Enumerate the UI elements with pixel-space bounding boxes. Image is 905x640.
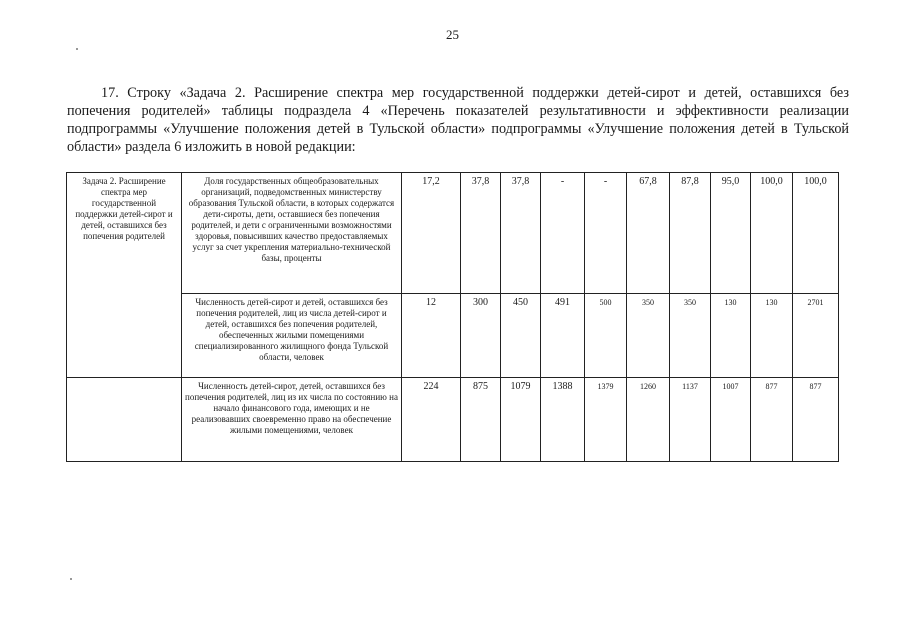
value-cell: 1007 <box>711 378 751 462</box>
value-cell: 1079 <box>501 378 541 462</box>
value-cell: 877 <box>793 378 839 462</box>
value-cell: - <box>585 173 627 294</box>
value-cell: 875 <box>461 378 501 462</box>
table-row <box>67 294 839 378</box>
value-cell: 67,8 <box>627 173 670 294</box>
value-cell: 2701 <box>793 294 839 378</box>
value-cell: 100,0 <box>751 173 793 294</box>
value-cell: 17,2 <box>402 173 461 294</box>
indicator-cell: Доля государственных общеобразовательных организаций, подведомственных министерству образования Тульской области, в которых содержатся дети-сироты, дети, оставшиеся без попечения родителей, и дети с ограниченными возможностями здоровья, повысивших качество предоставляемых услуг за счет укрепления материально-технической базы, проценты <box>182 173 402 294</box>
value-cell: 1137 <box>670 378 711 462</box>
table-row <box>67 173 839 294</box>
value-cell: 300 <box>461 294 501 378</box>
empty-task-cell <box>67 378 182 462</box>
scan-speck <box>70 578 72 580</box>
value-cell: 491 <box>541 294 585 378</box>
value-cell: 100,0 <box>793 173 839 294</box>
value-cell: 1388 <box>541 378 585 462</box>
value-cell: 877 <box>751 378 793 462</box>
value-cell: 350 <box>627 294 670 378</box>
value-cell: 450 <box>501 294 541 378</box>
value-cell: 1260 <box>627 378 670 462</box>
value-cell: 12 <box>402 294 461 378</box>
table-row <box>67 378 839 462</box>
task-cell: Задача 2. Расширение спектра мер государственной поддержки детей-сирот и детей, оставшихся без попечения родителей <box>67 173 182 378</box>
page-number: 25 <box>446 27 459 42</box>
intro-paragraph: 17. Строку «Задача 2. Расширение спектра мер государственной поддержки детей-сирот и детей, оставшихся без попечения родителей» таблицы подраздела 4 «Перечень показателей результативности и эффективности реализации подпрограммы «Улучшение положения детей в Тульской области» подпрограммы «Улучшение положения детей в Тульской области» раздела 6 изложить в новой редакции: <box>67 85 849 155</box>
indicator-cell: Численность детей-сирот и детей, оставшихся без попечения родителей, лиц из числа детей-сирот и детей, оставшихся без попечения родителей, обеспеченных жилыми помещениями специализированного жилищного фонда Тульской области, человек <box>182 294 402 378</box>
value-cell: 1379 <box>585 378 627 462</box>
value-cell: 500 <box>585 294 627 378</box>
value-cell: 37,8 <box>501 173 541 294</box>
value-cell: 87,8 <box>670 173 711 294</box>
value-cell: 37,8 <box>461 173 501 294</box>
value-cell: - <box>541 173 585 294</box>
value-cell: 130 <box>711 294 751 378</box>
scan-speck <box>76 48 78 50</box>
indicator-cell: Численность детей-сирот, детей, оставшихся без попечения родителей, лиц из их числа по состоянию на начало финансового года, имеющих и не реализовавших своевременно право на обеспечение жилыми помещениями, человек <box>182 378 402 462</box>
indicators-table <box>66 172 839 462</box>
value-cell: 95,0 <box>711 173 751 294</box>
value-cell: 130 <box>751 294 793 378</box>
value-cell: 224 <box>402 378 461 462</box>
value-cell: 350 <box>670 294 711 378</box>
